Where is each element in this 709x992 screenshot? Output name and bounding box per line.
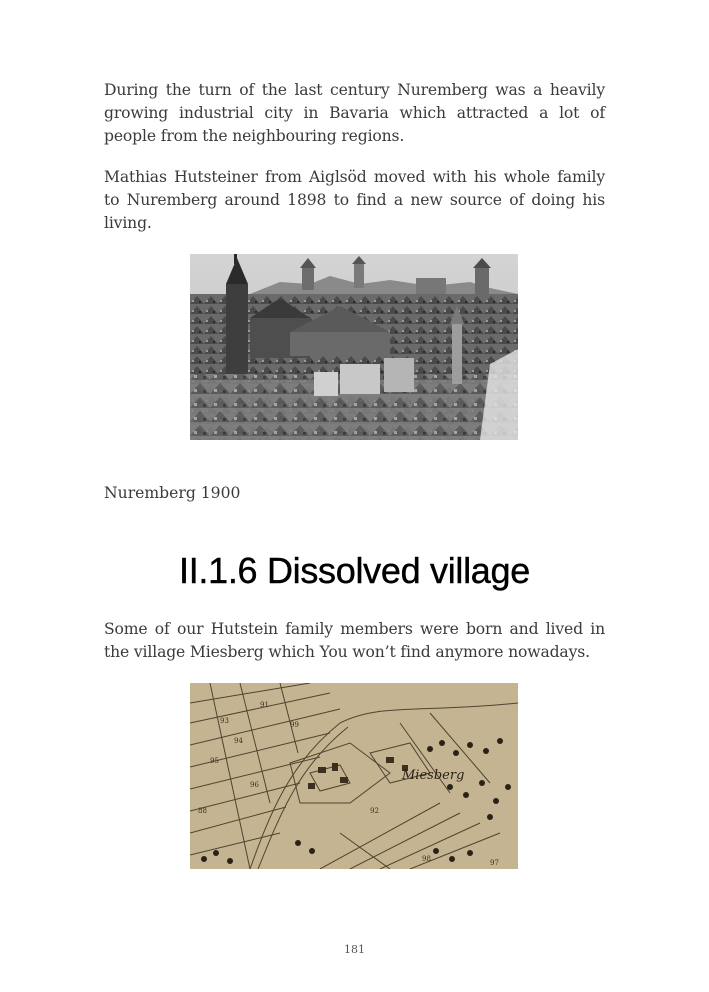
- plot-number: 99: [290, 721, 299, 729]
- paragraph-1: During the turn of the last century Nuremberg was a heavily growing industrial city in Bavaria which attracted a lot of people from the neighbouring regions.: [104, 81, 605, 145]
- photo-caption: Nuremberg 1900: [104, 484, 241, 502]
- section-heading: II.1.6 Dissolved village: [179, 550, 530, 591]
- miesberg-map: [190, 683, 518, 869]
- plot-number: 98: [422, 855, 431, 863]
- plot-number: 97: [490, 859, 499, 867]
- plot-number: 96: [250, 781, 259, 789]
- plot-number: 93: [220, 717, 229, 725]
- nuremberg-1900-photo: [190, 254, 518, 440]
- page-number: 181: [344, 943, 365, 956]
- paragraph-2: Mathias Hutsteiner from Aiglsöd moved with his whole family to Nuremberg around 1898 to find a new source of doing his living.: [104, 168, 605, 232]
- paragraph-3: Some of our Hutstein family members were born and lived in the village Miesberg which You won’t find anymore nowadays.: [104, 620, 605, 661]
- plot-number: 95: [210, 757, 219, 765]
- plot-number: 92: [370, 807, 379, 815]
- plot-number: 91: [260, 701, 269, 709]
- map-label: Miesberg: [402, 768, 465, 783]
- plot-number: 94: [234, 737, 243, 745]
- plot-number: 88: [198, 807, 207, 815]
